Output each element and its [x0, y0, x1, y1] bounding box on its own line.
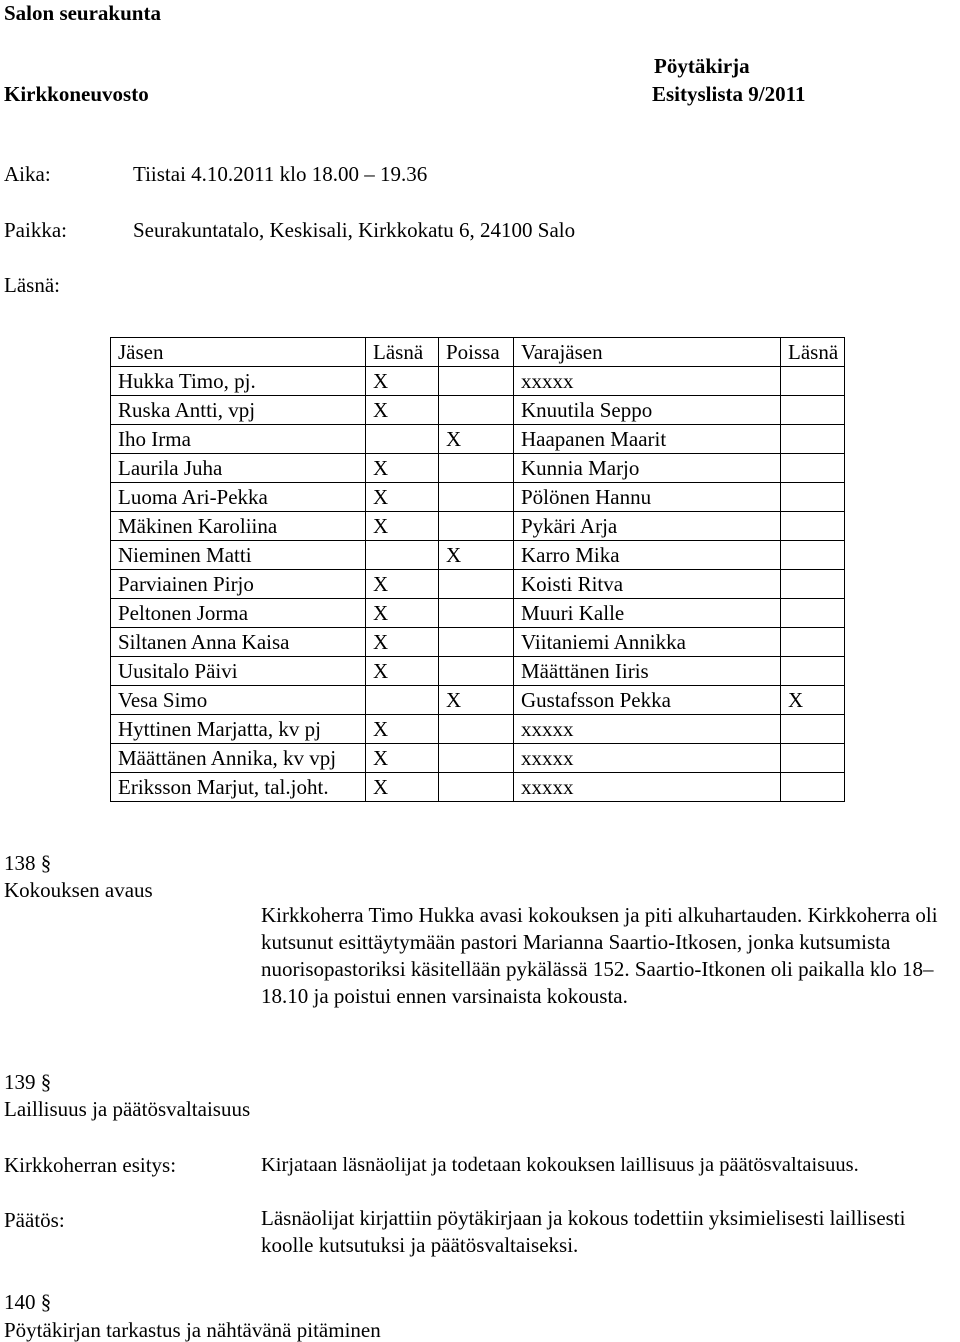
present-mark — [366, 425, 439, 454]
absent-mark — [439, 512, 514, 541]
absent-mark — [439, 715, 514, 744]
table-row — [111, 483, 845, 512]
absent-mark: X — [439, 541, 514, 570]
member-name: Siltanen Anna Kaisa — [111, 628, 366, 657]
absent-mark — [439, 483, 514, 512]
present-mark: X — [366, 744, 439, 773]
substitute-present-mark — [781, 396, 845, 425]
section-140-title: Pöytäkirjan tarkastus ja nähtävänä pitäminen — [4, 1318, 381, 1342]
substitute-present-mark — [781, 367, 845, 396]
section-139-number: 139 § — [4, 1070, 52, 1094]
substitute-present-mark — [781, 628, 845, 657]
decision-text: Läsnäolijat kirjattiin pöytäkirjaan ja kokous todettiin yksimielisesti laillisesti koolle kutsutuksi ja päätösvaltaiseksi. — [261, 1206, 906, 1257]
member-name: Eriksson Marjut, tal.joht. — [111, 773, 366, 802]
substitute-name: Pölönen Hannu — [514, 483, 781, 512]
organization-name: Salon seurakunta — [4, 1, 161, 25]
absent-mark — [439, 396, 514, 425]
attendance-rows — [111, 367, 845, 802]
substitute-name: Karro Mika — [514, 541, 781, 570]
absent-mark — [439, 744, 514, 773]
present-mark: X — [366, 773, 439, 802]
attendance-table — [110, 337, 845, 802]
header-present: Läsnä — [366, 338, 439, 367]
member-name: Iho Irma — [111, 425, 366, 454]
substitute-name: xxxxx — [514, 367, 781, 396]
substitute-present-mark — [781, 715, 845, 744]
substitute-name: Muuri Kalle — [514, 599, 781, 628]
substitute-present-mark — [781, 570, 845, 599]
table-row — [111, 367, 845, 396]
section-140-number: 140 § — [4, 1290, 52, 1314]
present-mark: X — [366, 483, 439, 512]
header-substitute: Varajäsen — [514, 338, 781, 367]
proposal-label: Kirkkoherran esitys: — [4, 1153, 177, 1177]
substitute-present-mark — [781, 425, 845, 454]
present-mark: X — [366, 367, 439, 396]
member-name: Määttänen Annika, kv vpj — [111, 744, 366, 773]
absent-mark — [439, 628, 514, 657]
substitute-present-mark — [781, 773, 845, 802]
member-name: Hukka Timo, pj. — [111, 367, 366, 396]
absent-mark: X — [439, 686, 514, 715]
absent-mark — [439, 599, 514, 628]
table-row — [111, 570, 845, 599]
table-row — [111, 512, 845, 541]
substitute-present-mark — [781, 541, 845, 570]
substitute-name: Kunnia Marjo — [514, 454, 781, 483]
decision-label: Päätös: — [4, 1208, 65, 1232]
substitute-name: Gustafsson Pekka — [514, 686, 781, 715]
substitute-present-mark — [781, 744, 845, 773]
member-name: Nieminen Matti — [111, 541, 366, 570]
table-row — [111, 541, 845, 570]
proposal-text: Kirjataan läsnäolijat ja todetaan kokouksen laillisuus ja päätösvaltaisuus. — [261, 1154, 859, 1176]
table-row — [111, 396, 845, 425]
present-mark: X — [366, 715, 439, 744]
present-mark: X — [366, 570, 439, 599]
table-row — [111, 425, 845, 454]
document-type: Pöytäkirja — [654, 54, 750, 78]
section-138-title: Kokouksen avaus — [4, 878, 153, 902]
place-label: Paikka: — [4, 218, 67, 242]
substitute-name: Haapanen Maarit — [514, 425, 781, 454]
section-138-text: Kirkkoherra Timo Hukka avasi kokouksen ja piti alkuhartauden. Kirkkoherra oli kutsunut esittäytymään pastori Marianna Saartio-Itkosen, jonka kutsumista nuorisopastoriksi käsitellään pykälässä 152. Saartio-Itkonen oli paikalla klo 18–18.10 ja poistui ennen varsinaista kokousta. — [261, 903, 938, 1008]
present-mark: X — [366, 454, 439, 483]
absent-mark: X — [439, 425, 514, 454]
table-row — [111, 657, 845, 686]
present-label: Läsnä: — [4, 273, 60, 297]
absent-mark — [439, 454, 514, 483]
present-mark: X — [366, 512, 439, 541]
member-name: Vesa Simo — [111, 686, 366, 715]
substitute-present-mark — [781, 657, 845, 686]
present-mark — [366, 541, 439, 570]
present-mark: X — [366, 628, 439, 657]
member-name: Ruska Antti, vpj — [111, 396, 366, 425]
absent-mark — [439, 773, 514, 802]
member-name: Peltonen Jorma — [111, 599, 366, 628]
present-mark: X — [366, 599, 439, 628]
substitute-name: xxxxx — [514, 744, 781, 773]
member-name: Hyttinen Marjatta, kv pj — [111, 715, 366, 744]
substitute-name: Viitaniemi Annikka — [514, 628, 781, 657]
substitute-name: Koisti Ritva — [514, 570, 781, 599]
substitute-present-mark — [781, 512, 845, 541]
substitute-name: Knuutila Seppo — [514, 396, 781, 425]
substitute-name: Määttänen Iiris — [514, 657, 781, 686]
header-absent: Poissa — [439, 338, 514, 367]
table-row — [111, 599, 845, 628]
substitute-present-mark — [781, 483, 845, 512]
table-row — [111, 773, 845, 802]
table-row — [111, 686, 845, 715]
section-138-number: 138 § — [4, 851, 52, 875]
section-139-title: Laillisuus ja päätösvaltaisuus — [4, 1097, 251, 1121]
substitute-name: Pykäri Arja — [514, 512, 781, 541]
header-substitute-present: Läsnä — [781, 338, 845, 367]
member-name: Uusitalo Päivi — [111, 657, 366, 686]
time-value: Tiistai 4.10.2011 klo 18.00 – 19.36 — [133, 162, 428, 186]
substitute-name: xxxxx — [514, 715, 781, 744]
time-label: Aika: — [4, 162, 51, 186]
table-row — [111, 454, 845, 483]
member-name: Luoma Ari-Pekka — [111, 483, 366, 512]
place-value: Seurakuntatalo, Keskisali, Kirkkokatu 6, 24100 Salo — [133, 218, 576, 242]
absent-mark — [439, 570, 514, 599]
present-mark: X — [366, 657, 439, 686]
table-header-row — [111, 338, 845, 367]
table-row — [111, 628, 845, 657]
substitute-present-mark — [781, 599, 845, 628]
member-name: Mäkinen Karoliina — [111, 512, 366, 541]
absent-mark — [439, 657, 514, 686]
substitute-name: xxxxx — [514, 773, 781, 802]
substitute-present-mark — [781, 454, 845, 483]
agenda-number: Esityslista 9/2011 — [652, 82, 806, 106]
present-mark: X — [366, 396, 439, 425]
governing-body: Kirkkoneuvosto — [4, 82, 149, 106]
present-mark — [366, 686, 439, 715]
table-row — [111, 715, 845, 744]
substitute-present-mark: X — [781, 686, 845, 715]
absent-mark — [439, 367, 514, 396]
member-name: Parviainen Pirjo — [111, 570, 366, 599]
header-member: Jäsen — [111, 338, 366, 367]
member-name: Laurila Juha — [111, 454, 366, 483]
table-row — [111, 744, 845, 773]
